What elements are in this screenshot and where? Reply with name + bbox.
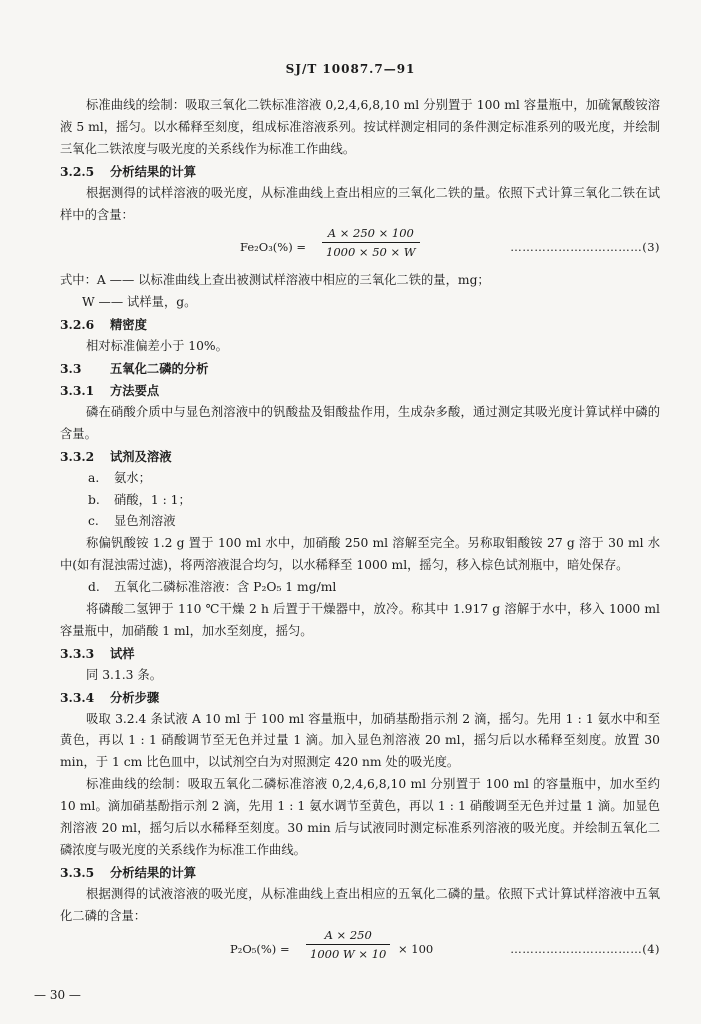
paragraph: 标准曲线的绘制：吸取三氧化二铁标准溶液 0,2,4,6,8,10 ml 分别置于 100 ml 容量瓶中，加硫氰酸铵溶液 5 ml，摇匀。以水稀释至刻度，组成标准溶液系列。按试样测定相同的条件测定标准系列的吸光度，并绘制三氧化二铁浓度与吸光度的关系线作为标准工作曲线。	[60, 98, 660, 156]
paragraph: 根据测得的试样溶液的吸光度，从标准曲线上查出相应的三氧化二铁的量。依照下式计算三氧化二铁在试样中的含量：	[60, 185, 660, 222]
section-number: 3.3.1	[60, 382, 95, 398]
section-heading	[60, 314, 660, 336]
section-title: 方法要点	[110, 382, 160, 398]
variable-definition: W —— 试样量，g。	[82, 295, 197, 310]
list-text: 五氧化二磷标准溶液：含 P₂O₅ 1 mg/ml	[114, 580, 337, 595]
fraction-bar	[322, 242, 420, 243]
list-marker: a.	[88, 470, 100, 485]
paragraph: 吸取 3.2.4 条试液 A 10 ml 于 100 ml 容量瓶中，加硝基酚指示剂 2 滴，摇匀。先用 1 : 1 氨水中和至黄色，再以 1 : 1 硝酸调节至无色并过量 1 滴。加入显色剂溶液 20 ml，摇匀后以水稀释至刻度。放置 30 min，于 1 cm 比色皿中，以试剂空白为对照测定 420 nm 处的吸光度。	[60, 711, 660, 770]
paragraph: 根据测得的试液溶液的吸光度，从标准曲线上查出相应的五氧化二磷的量。依照下式计算试样溶液中五氧化二磷的含量：	[60, 886, 660, 923]
paragraph: 磷在硝酸介质中与显色剂溶液中的钒酸盐及钼酸盐作用，生成杂多酸，通过测定其吸光度计算试样中磷的含量。	[60, 404, 660, 441]
variable-definition: 式中：A —— 以标准曲线上查出被测试样溶液中相应的三氧化二铁的量，mg；	[60, 273, 490, 288]
formula-lhs: P₂O₅(%) =	[230, 941, 290, 956]
section-number: 3.3.2	[60, 448, 95, 464]
section-heading	[60, 446, 660, 468]
list-text: 氨水；	[114, 470, 151, 485]
section-number: 3.3.5	[60, 864, 95, 880]
list-item	[60, 490, 660, 512]
paragraph: 称偏钒酸铵 1.2 g 置于 100 ml 水中，加硝酸 250 ml 溶解至完全。另称取钼酸铵 27 g 溶于 30 ml 水中(如有混浊需过滤)，将两溶液混合均匀，以水稀释至 1000 ml，摇匀，移入棕色试剂瓶中，暗处保存。	[60, 536, 660, 573]
formula-number: ……………………………(4)	[510, 941, 660, 956]
list-item	[60, 468, 660, 490]
list-marker: d.	[88, 580, 100, 595]
section-heading	[60, 358, 660, 380]
section-title: 分析步骤	[110, 689, 160, 705]
section-number: 3.2.5	[60, 163, 95, 179]
section-title: 试样	[110, 645, 135, 661]
section-title: 五氧化二磷的分析	[110, 361, 209, 377]
section-number: 3.2.6	[60, 317, 95, 333]
fraction-bar	[306, 944, 390, 945]
section-heading	[60, 687, 660, 709]
page-number: — 30 —	[34, 988, 81, 1002]
formula-numerator: A × 250 × 100	[327, 226, 414, 241]
paragraph: 同 3.1.3 条。	[86, 667, 162, 682]
formula-lhs: Fe₂O₃(%) =	[240, 240, 306, 255]
section-title: 试剂及溶液	[110, 448, 172, 464]
formula-number: ……………………………(3)	[510, 240, 660, 255]
paragraph: 相对标准偏差小于 10%。	[86, 339, 228, 354]
formula-numerator: A × 250	[324, 927, 372, 942]
section-heading	[60, 862, 660, 884]
section-number: 3.3.3	[60, 645, 95, 661]
section-number: 3.3	[60, 361, 82, 377]
formula-fraction	[306, 928, 390, 961]
list-text: 显色剂溶液	[114, 514, 176, 529]
list-text: 硝酸，1 : 1；	[114, 492, 191, 507]
formula-denominator: 1000 W × 10	[310, 946, 387, 961]
section-heading	[60, 380, 660, 402]
formula-fraction	[322, 226, 420, 259]
formula-multiplier: × 100	[398, 941, 434, 956]
page-header: SJ/T 10087.7—91	[285, 62, 416, 76]
section-heading	[60, 161, 660, 183]
paragraph: 将磷酸二氢钾于 110 ℃干燥 2 h 后置于干燥器中，放冷。称其中 1.917 g 溶解于水中，移入 1000 ml 容量瓶中，加硝酸 1 ml，加水至刻度，摇匀。	[60, 602, 660, 638]
list-marker: c.	[88, 514, 99, 529]
paragraph: 标准曲线的绘制：吸取五氧化二磷标准溶液 0,2,4,6,8,10 ml 分别置于 100 ml 的容量瓶中，加水至约 10 ml。滴加硝基酚指示剂 2 滴，先用 1 : 1 氨水调节至黄色，再以 1 : 1 硝酸调至无色并过量 1 滴。加显色剂溶液 20 ml，摇匀后以水稀释至刻度。30 min 后与试液同时测定标准系列溶液的吸光度。并绘制五氧化二磷浓度与吸光度的关系线作为标准工作曲线。	[60, 777, 660, 857]
document-body	[60, 95, 660, 972]
list-item	[60, 511, 660, 533]
section-heading	[60, 643, 660, 665]
section-title: 分析结果的计算	[110, 864, 197, 880]
list-marker: b.	[88, 492, 100, 507]
list-item	[60, 577, 660, 599]
formula-denominator: 1000 × 50 × W	[326, 245, 416, 260]
section-number: 3.3.4	[60, 689, 95, 705]
formula-3	[60, 226, 660, 270]
formula-4	[60, 928, 660, 972]
section-title: 精密度	[110, 317, 147, 333]
section-title: 分析结果的计算	[110, 163, 197, 179]
